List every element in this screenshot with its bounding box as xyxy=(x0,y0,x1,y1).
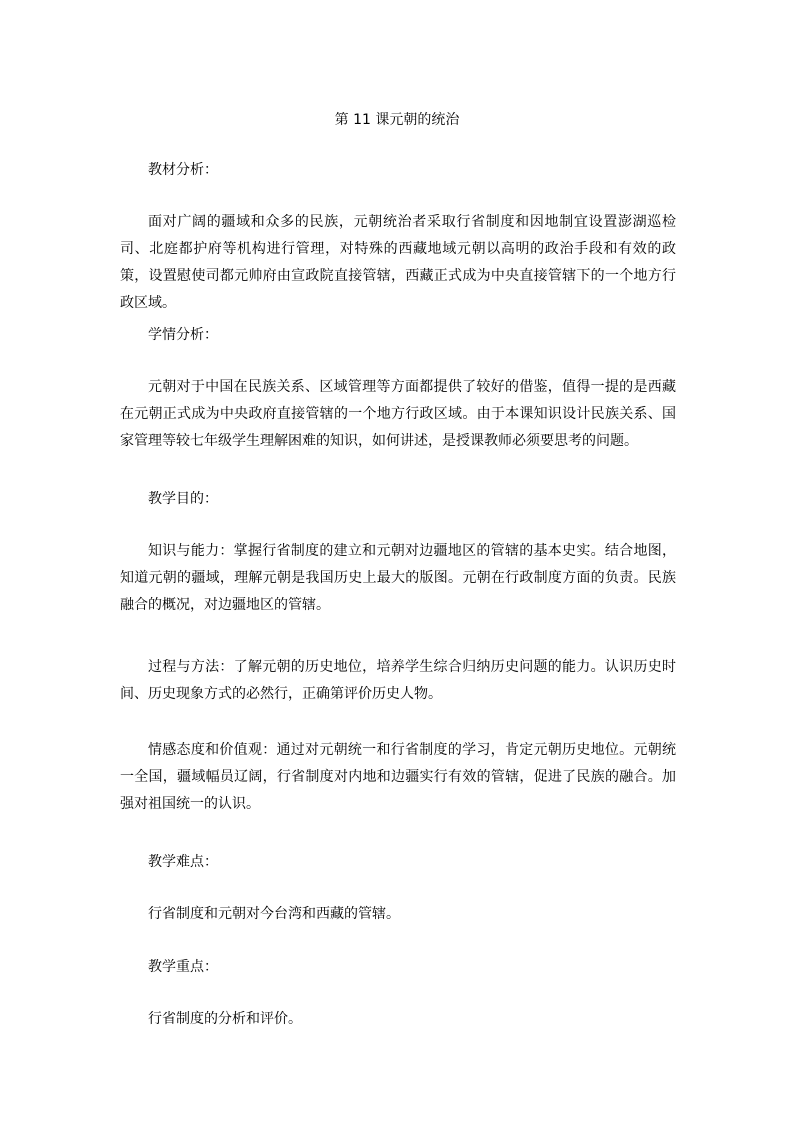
section-heading-key-points: 教学重点： xyxy=(148,959,218,975)
paragraph-knowledge-ability: 知识与能力：掌握行省制度的建立和元朝对边疆地区的管辖的基本史实。结合地图，知道元朝的疆域，理解元朝是我国历史上最大的版图。元朝在行政制度方面的负责。民族融合的概况，对边疆地区的管辖。 xyxy=(120,543,676,613)
paragraph-difficulties: 行省制度和元朝对今台湾和西藏的管辖。 xyxy=(148,906,400,922)
section-heading-difficulties: 教学难点： xyxy=(148,854,218,870)
paragraph-textbook-analysis: 面对广阔的疆域和众多的民族，元朝统治者采取行省制度和因地制宜设置澎湖巡检司、北庭都护府等机构进行管理，对特殊的西藏地域元朝以高明的政治手段和有效的政策，设置慰使司都元帅府由宣政院直接管辖，西藏正式成为中央直接管辖下的一个地方行政区域。 xyxy=(120,214,676,311)
section-heading-textbook-analysis: 教材分析： xyxy=(148,162,218,178)
section-heading-teaching-goals: 教学目的： xyxy=(148,491,218,507)
paragraph-emotion-values: 情感态度和价值观：通过对元朝统一和行省制度的学习，肯定元朝历史地位。元朝统一全国，疆域幅员辽阔，行省制度对内地和边疆实行有效的管辖，促进了民族的融合。加强对祖国统一的认识。 xyxy=(120,742,676,812)
paragraph-key-points: 行省制度的分析和评价。 xyxy=(148,1011,302,1027)
paragraph-process-method: 过程与方法：了解元朝的历史地位，培养学生综合归纳历史问题的能力。认识历史时间、历史现象方式的必然行，正确第评价历史人物。 xyxy=(120,659,676,702)
document-title: 第 11 课元朝的统治 xyxy=(334,112,460,128)
paragraph-student-analysis: 元朝对于中国在民族关系、区域管理等方面都提供了较好的借鉴，值得一提的是西藏在元朝正式成为中央政府直接管辖的一个地方行政区域。由于本课知识设计民族关系、国家管理等较七年级学生理解困难的知识，如何讲述，是授课教师必须要思考的问题。 xyxy=(120,379,676,449)
section-heading-student-analysis: 学情分析： xyxy=(148,327,218,343)
